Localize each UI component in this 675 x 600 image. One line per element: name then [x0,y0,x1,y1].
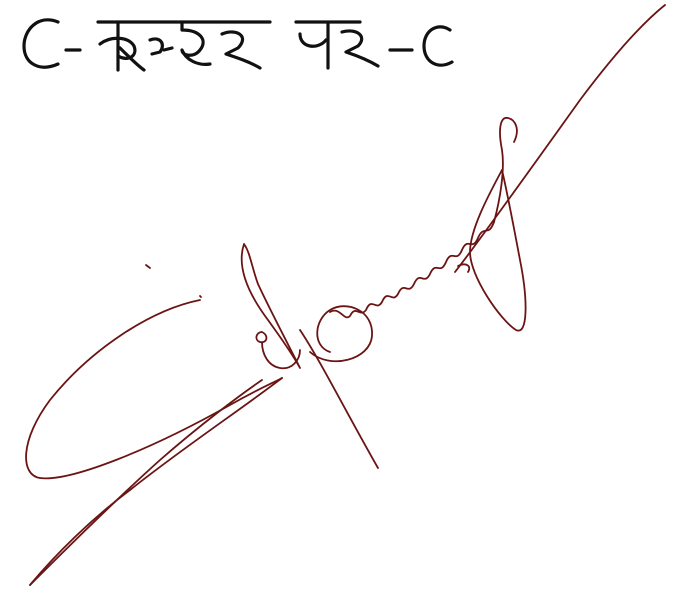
signature-strokes [26,5,665,585]
handwritten-caption [24,20,452,70]
